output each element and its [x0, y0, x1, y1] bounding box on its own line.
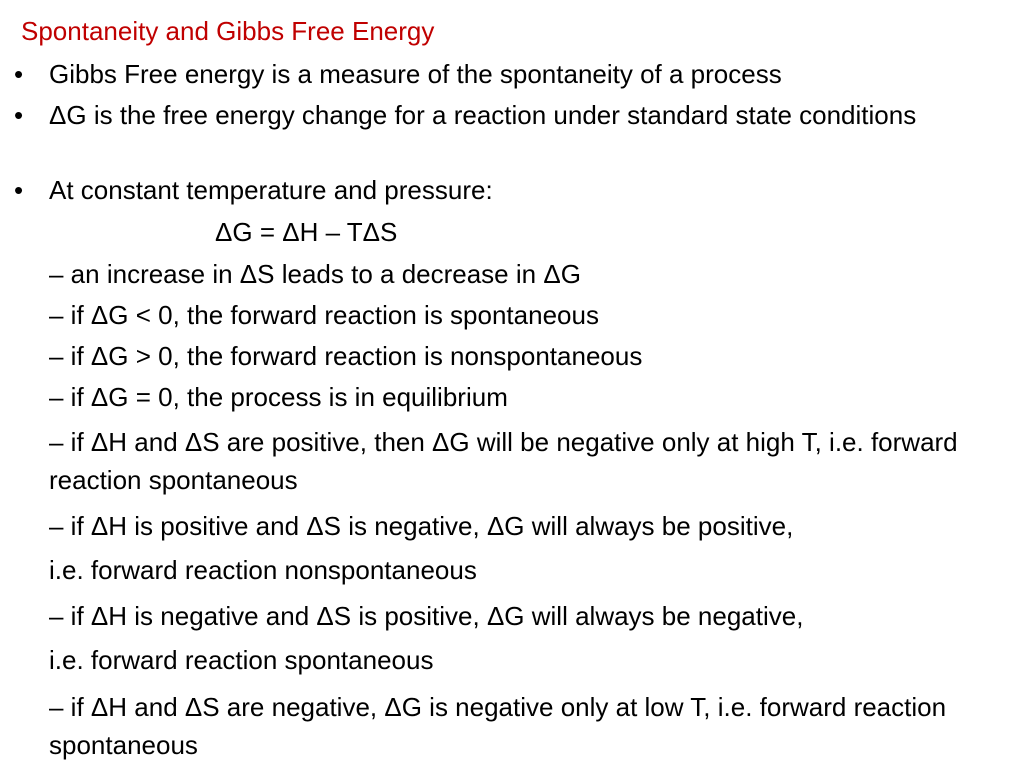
slide-title: Spontaneity and Gibbs Free Energy	[21, 16, 435, 46]
sub-point-h-negative-s-positive-conclusion: i.e. forward reaction spontaneous	[49, 645, 434, 675]
sub-point-both-negative: – if ΔH and ΔS are negative, ΔG is negative only at low T, i.e. forward reaction spontaneous	[49, 692, 947, 760]
sub-point-h-negative-s-positive: – if ΔH is negative and ΔS is positive, ΔG will always be negative,	[49, 601, 804, 631]
sub-point-delta-g-positive: – if ΔG > 0, the forward reaction is nonspontaneous	[49, 341, 643, 371]
bullet-text-constant-conditions: At constant temperature and pressure:	[49, 175, 493, 205]
sub-point-both-positive: – if ΔH and ΔS are positive, then ΔG will be negative only at high T, i.e. forward reaction spontaneous	[49, 427, 958, 495]
bullet-text-gibbs-measure: Gibbs Free energy is a measure of the spontaneity of a process	[49, 59, 782, 89]
sub-point-delta-g-zero: – if ΔG = 0, the process is in equilibrium	[49, 382, 508, 412]
bullet-marker: •	[14, 100, 24, 130]
sub-point-entropy-increase: – an increase in ΔS leads to a decrease in ΔG	[49, 259, 581, 289]
gibbs-equation: ΔG = ΔH – TΔS	[215, 217, 398, 247]
sub-point-h-positive-s-negative: – if ΔH is positive and ΔS is negative, ΔG will always be positive,	[49, 511, 794, 541]
sub-point-h-positive-s-negative-conclusion: i.e. forward reaction nonspontaneous	[49, 555, 477, 585]
bullet-marker: •	[14, 175, 24, 205]
bullet-text-delta-g-definition: ΔG is the free energy change for a reaction under standard state conditions	[49, 100, 917, 130]
sub-point-delta-g-negative: – if ΔG < 0, the forward reaction is spontaneous	[49, 300, 599, 330]
bullet-marker: •	[14, 59, 24, 89]
